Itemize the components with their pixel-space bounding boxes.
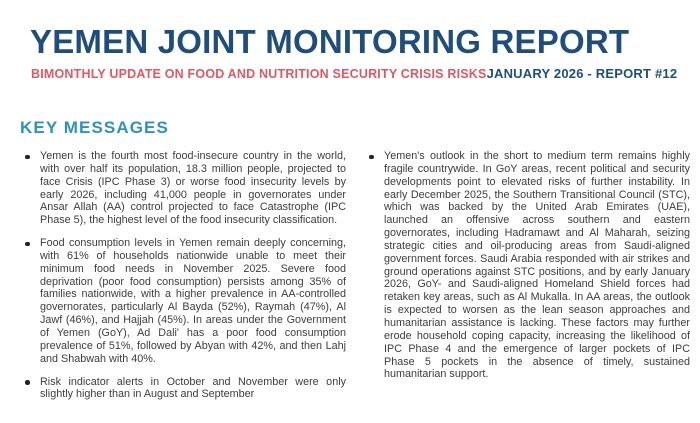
report-title: YEMEN JOINT MONITORING REPORT	[30, 23, 630, 60]
report-subtitle: BIMONTHLY UPDATE ON FOOD AND NUTRITION SECURITY CRISIS RISKS	[31, 67, 487, 81]
report-subheader-row	[30, 66, 678, 81]
report-header	[0, 0, 700, 81]
report-edition: JANUARY 2026 - REPORT #12	[486, 66, 678, 81]
left-column	[20, 150, 346, 411]
bullet-icon	[20, 150, 40, 227]
bullet-text: Yemen's outlook in the short to medium term remains highly fragile countrywide. In GoY areas, recent political and security developments point to elevated risks of further instability. In early December 2025, the Southern Transitional Council (STC), which was backed by the United Arab Emirates (UAE), launched an offensive across southern and eastern governorates, including Hadramawt and Al Maharah, seizing strategic cities and oil-producing areas from Saudi-aligned government forces. Saudi Arabia responded with air strikes and ground operations against STC positions, and by early January 2026, GoY- and Saudi-aligned Homeland Shield forces had retaken key areas, such as Al Mukalla. In AA areas, the outlook is expected to worsen as the lean season approaches and humanitarian assistance is lacking. These factors may further erode household coping capacity, increasing the likelihood of IPC Phase 4 and the emergence of larger pockets of IPC Phase 5 pockets in the absence of timely, sustained humanitarian support.	[384, 150, 690, 381]
bullet-item	[364, 150, 690, 381]
bullet-icon	[20, 376, 40, 402]
bullet-item	[20, 237, 346, 365]
bullet-text: Risk indicator alerts in October and November were only slightly higher than in August and September	[40, 375, 346, 401]
bullet-text: Food consumption levels in Yemen remain deeply concerning, with 61% of households nationwide unable to meet their minimum food needs in November 2025. Severe food deprivation (poor food consumption) persists among 35% of families nationwide, with a higher prevalence in AA-controlled governorates, particularly Al Bayda (52%), Raymah (47%), Al Jawf (46%), and Hajjah (45%). In areas under the Government of Yemen (GoY), Ad Dali' has a poor food consumption prevalence of 51%, followed by Abyan with 42%, and then Lahj and Shabwah with 40%.	[40, 237, 346, 365]
key-messages-columns	[0, 150, 700, 411]
bullet-icon	[20, 237, 40, 365]
bullet-item	[20, 150, 346, 227]
bullet-item	[20, 376, 346, 402]
bullet-icon	[364, 150, 384, 381]
key-messages-heading: KEY MESSAGES	[20, 118, 169, 137]
right-column	[364, 150, 690, 411]
bullet-text: Yemen is the fourth most food-insecure country in the world, with over half its population, 18.3 million people, projected to face Crisis (IPC Phase 3) or worse food insecurity levels by early 2026, including 41,000 people in governorates under Ansar Allah (AA) control projected to face Catastrophe (IPC Phase 5), the highest level of the food insecurity classification.	[40, 150, 346, 227]
